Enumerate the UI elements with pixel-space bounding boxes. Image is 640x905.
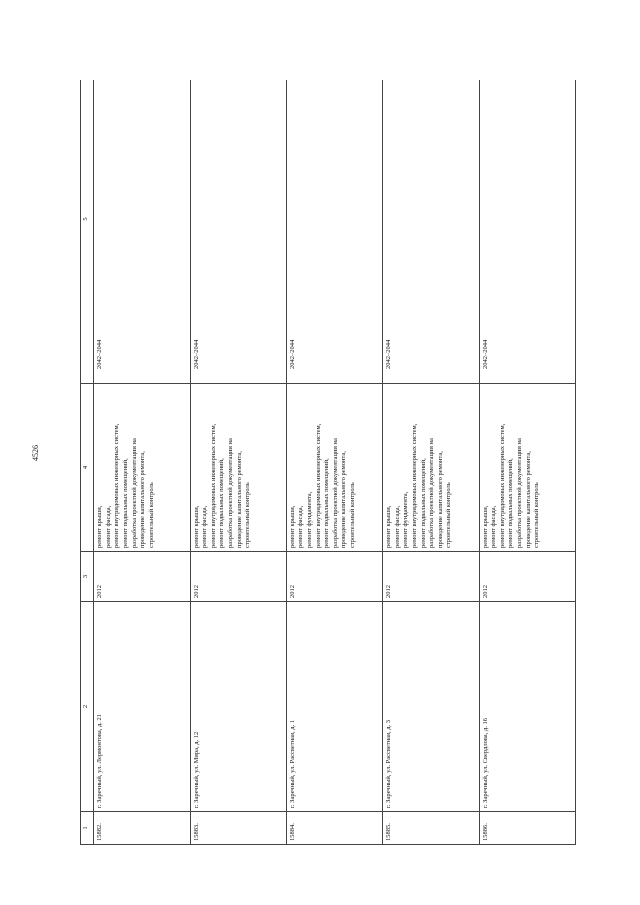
table-row — [383, 80, 479, 845]
year-cell: 2012 — [94, 552, 190, 602]
work-line: разработка проектной документации на — [226, 438, 234, 548]
work-line: строительный контроль — [533, 482, 541, 548]
work-line: ремонт внутридомовых инженерных систем, — [209, 423, 217, 548]
page-number: 4526 — [31, 445, 40, 461]
work-line: ремонт фундамента, — [402, 491, 410, 548]
works-cell — [383, 384, 479, 552]
work-line: строительный контроль — [147, 482, 155, 548]
table-row — [286, 80, 382, 845]
header-cell: 2 — [81, 602, 94, 812]
table-row — [479, 80, 575, 845]
work-line: проведение капитального ремонта, — [235, 451, 243, 548]
work-line: ремонт крыши, — [385, 505, 393, 548]
work-line: ремонт фасада, — [297, 505, 305, 548]
table-row — [190, 80, 286, 845]
address-cell: г. Заречный, ул. Мира, д. 12 — [190, 602, 286, 812]
work-line: проведение капитального ремонта, — [340, 451, 348, 548]
work-line: ремонт крыши, — [96, 505, 104, 548]
work-line: ремонт подвальных помещений, — [507, 458, 515, 548]
address-cell: г. Заречный, ул. Лермонтова, д. 21 — [94, 602, 190, 812]
work-line: ремонт подвальных помещений, — [419, 458, 427, 548]
work-line: ремонт подвальных помещений, — [323, 458, 331, 548]
works-cell — [286, 384, 382, 552]
work-line: строительный контроль — [244, 482, 252, 548]
work-line: проведение капитального ремонта, — [436, 451, 444, 548]
row-number: 15884. — [286, 812, 382, 845]
work-line: ремонт внутридомовых инженерных систем, — [314, 423, 322, 548]
header-row — [81, 80, 94, 845]
work-line: ремонт подвальных помещений, — [121, 458, 129, 548]
work-line: проведение капитального ремонта, — [524, 451, 532, 548]
works-cell — [479, 384, 575, 552]
work-line: разработка проектной документации на — [331, 438, 339, 548]
work-line: ремонт внутридомовых инженерных систем, — [498, 423, 506, 548]
work-line: строительный контроль — [349, 482, 357, 548]
period-cell: 2042–2044 — [190, 80, 286, 384]
table-viewport — [80, 80, 576, 845]
work-line: проведение капитального ремонта, — [139, 451, 147, 548]
header-cell: 4 — [81, 384, 94, 552]
works-cell — [190, 384, 286, 552]
work-line: ремонт крыши, — [192, 505, 200, 548]
work-line: ремонт подвальных помещений, — [218, 458, 226, 548]
work-line: ремонт фасада, — [104, 505, 112, 548]
table-row — [94, 80, 190, 845]
header-cell: 3 — [81, 552, 94, 602]
header-cell: 5 — [81, 80, 94, 384]
year-cell: 2012 — [479, 552, 575, 602]
work-line: строительный контроль — [445, 482, 453, 548]
period-cell: 2042–2044 — [479, 80, 575, 384]
address-cell: г. Заречный, ул. Свердлова, д. 16 — [479, 602, 575, 812]
work-line: ремонт крыши, — [481, 505, 489, 548]
period-cell: 2042–2044 — [383, 80, 479, 384]
period-cell: 2042–2044 — [94, 80, 190, 384]
work-line: разработка проектной документации на — [515, 438, 523, 548]
work-line: ремонт крыши, — [288, 505, 296, 548]
work-line: ремонт фасада, — [201, 505, 209, 548]
row-number: 15883. — [190, 812, 286, 845]
year-cell: 2012 — [190, 552, 286, 602]
year-cell: 2012 — [383, 552, 479, 602]
row-number: 15885. — [383, 812, 479, 845]
work-line: разработка проектной документации на — [130, 438, 138, 548]
work-line: ремонт фасада, — [393, 505, 401, 548]
address-cell: г. Заречный, ул. Рассветная, д. 3 — [383, 602, 479, 812]
work-line: ремонт фундамента, — [306, 491, 314, 548]
work-line: ремонт внутридомовых инженерных систем, — [113, 423, 121, 548]
repair-schedule-table — [80, 80, 576, 845]
works-cell — [94, 384, 190, 552]
period-cell: 2042–2044 — [286, 80, 382, 384]
year-cell: 2012 — [286, 552, 382, 602]
header-cell: 1 — [81, 812, 94, 845]
address-cell: г. Заречный, ул. Рассветная, д. 1 — [286, 602, 382, 812]
work-line: разработка проектной документации на — [428, 438, 436, 548]
row-number: 15882. — [94, 812, 190, 845]
work-line: ремонт внутридомовых инженерных систем, — [411, 423, 419, 548]
row-number: 15886. — [479, 812, 575, 845]
work-line: ремонт фасада, — [490, 505, 498, 548]
